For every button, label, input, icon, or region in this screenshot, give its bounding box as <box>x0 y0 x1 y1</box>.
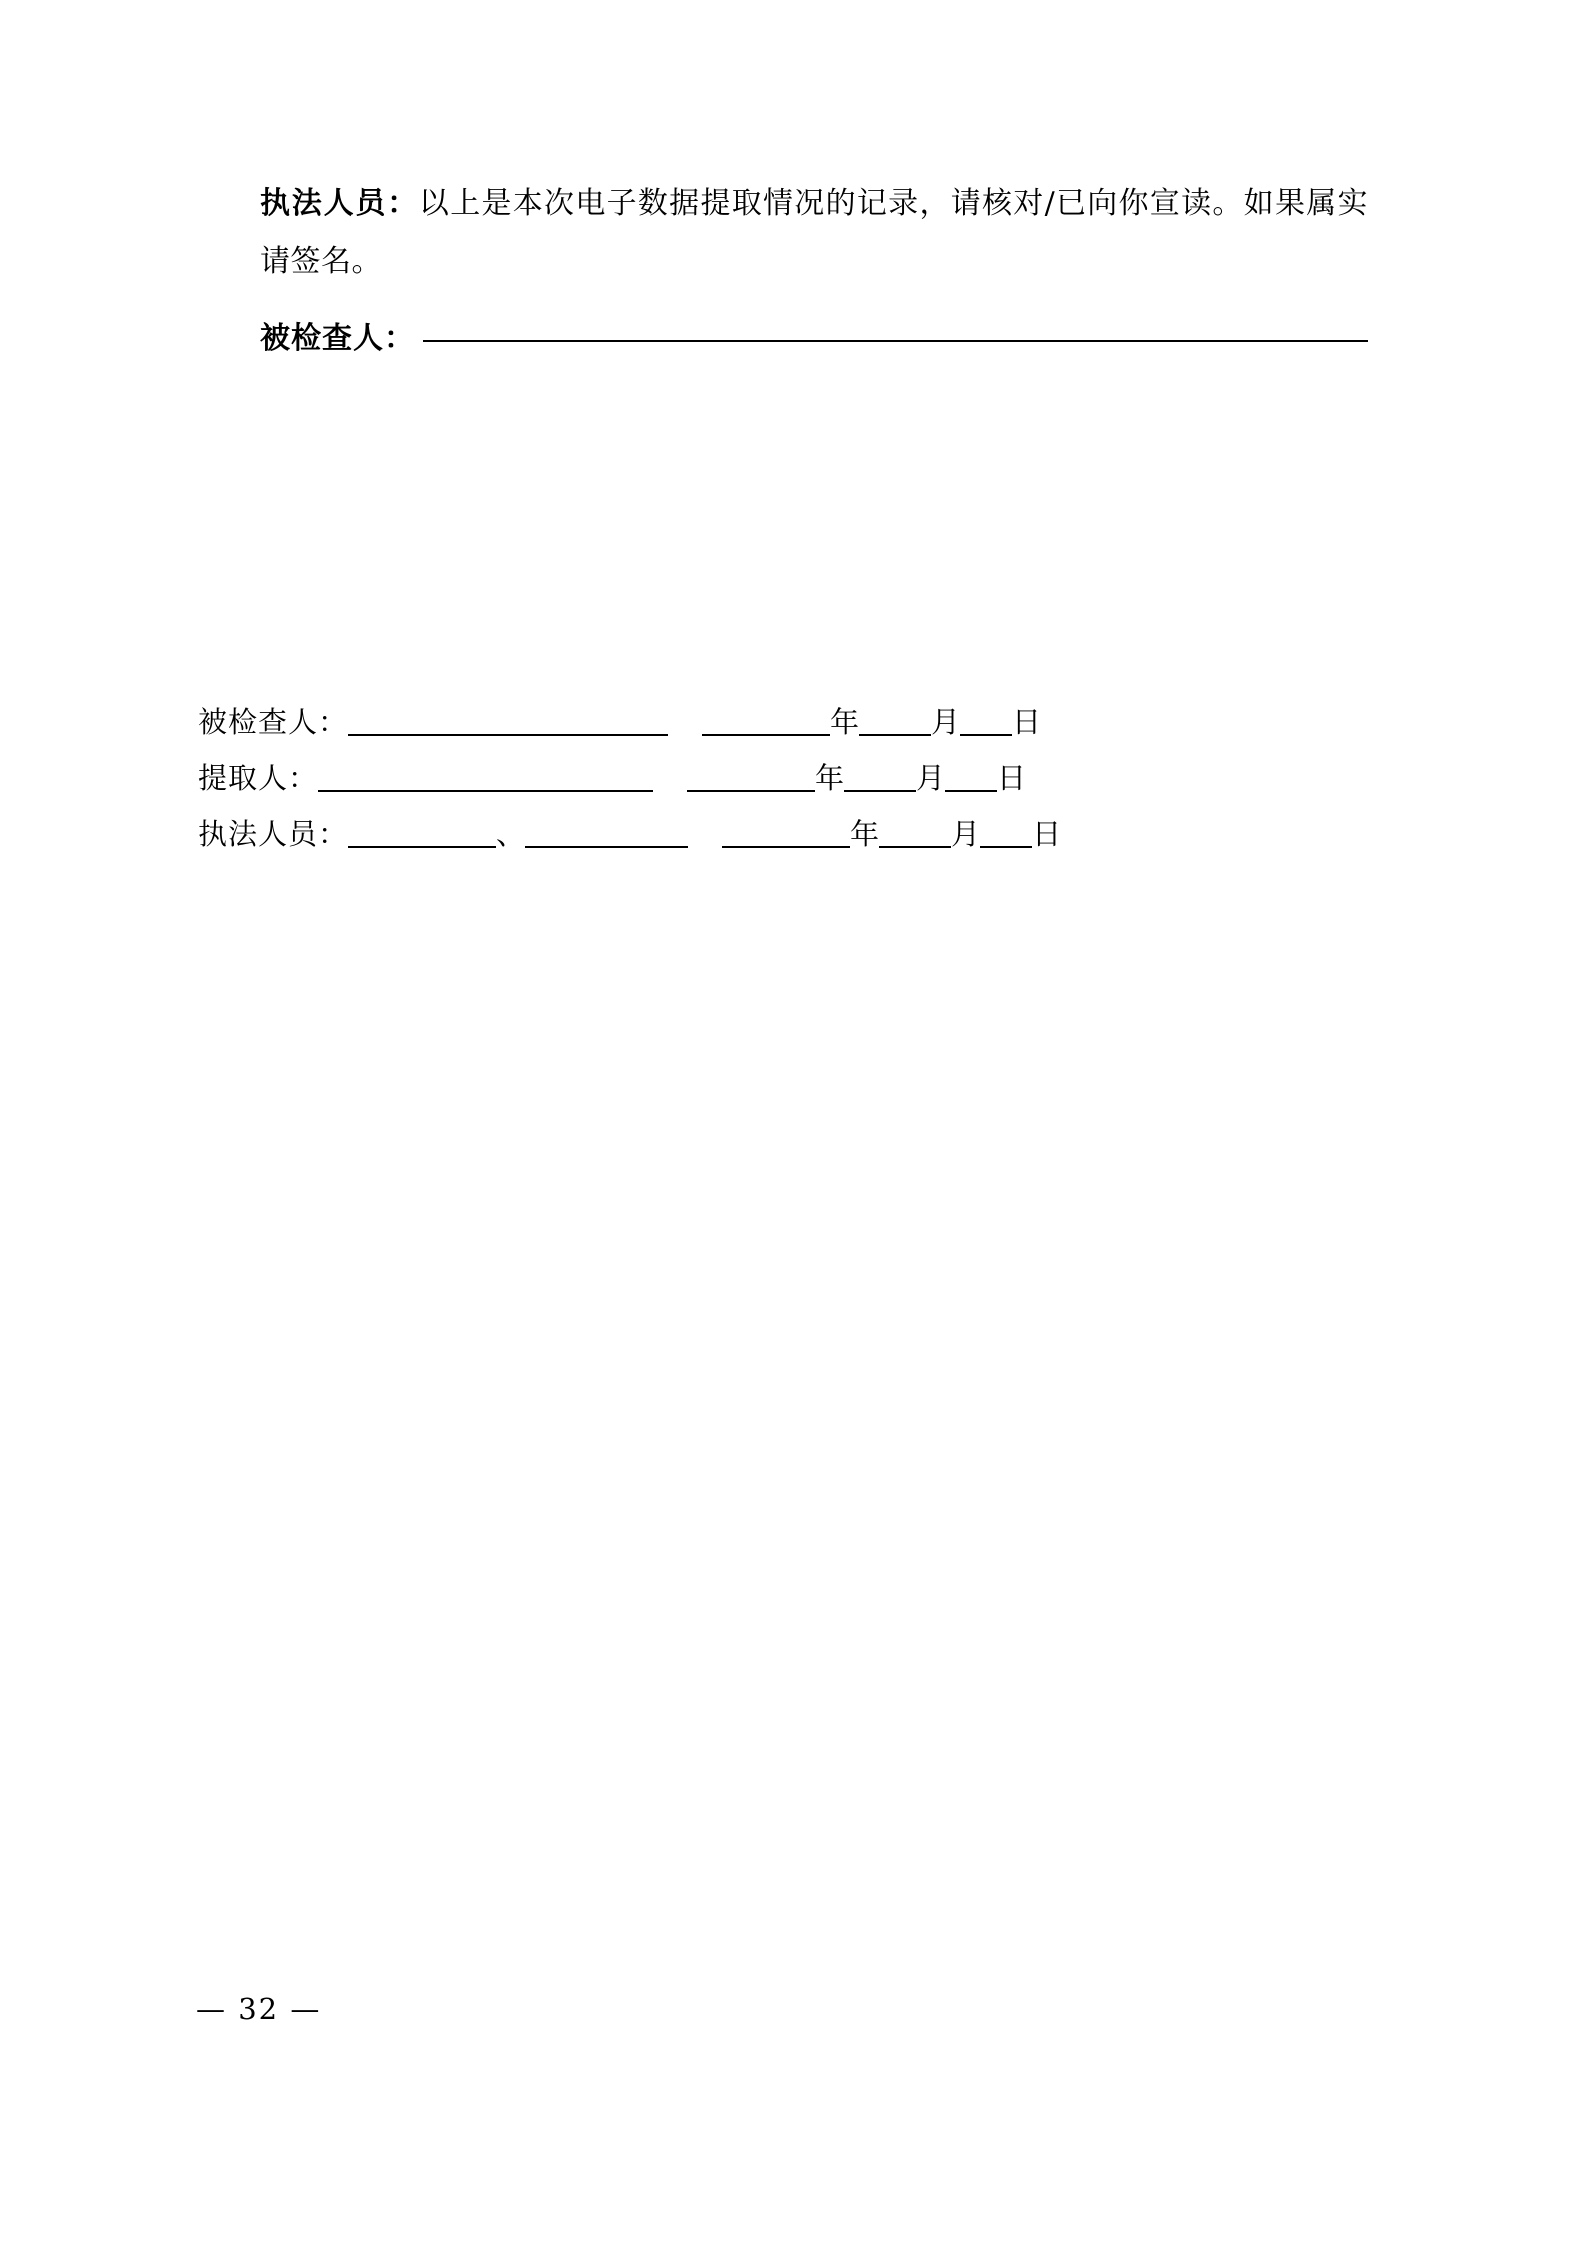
statement-block <box>198 175 1368 357</box>
month-label-officers: 月 <box>951 817 981 851</box>
day-label-officers: 日 <box>1032 817 1062 851</box>
signature-block <box>198 700 1378 868</box>
officer-separator: 、 <box>496 817 526 851</box>
signature-label-officers: 执法人员： <box>198 817 349 851</box>
signature-field-extractor[interactable] <box>318 764 653 792</box>
day-field-inspected[interactable] <box>960 708 1012 736</box>
year-field-inspected[interactable] <box>702 708 830 736</box>
month-field-officers[interactable] <box>879 820 951 848</box>
year-label-inspected: 年 <box>830 705 860 739</box>
signature-row-officers <box>198 812 1378 868</box>
month-field-inspected[interactable] <box>859 708 931 736</box>
day-field-extractor[interactable] <box>945 764 997 792</box>
year-label-officers: 年 <box>850 817 880 851</box>
signature-label-extractor: 提取人： <box>198 761 319 795</box>
inspected-person-signature-field[interactable] <box>423 340 1368 342</box>
signature-row-extractor <box>198 756 1378 812</box>
month-field-extractor[interactable] <box>844 764 916 792</box>
signature-field-officer-2[interactable] <box>525 820 688 848</box>
inspected-person-label: 被检查人： <box>260 321 415 356</box>
signature-field-inspected[interactable] <box>348 708 668 736</box>
signature-label-inspected: 被检查人： <box>198 705 349 739</box>
month-label-extractor: 月 <box>916 761 946 795</box>
signature-row-inspected <box>198 700 1378 756</box>
year-field-extractor[interactable] <box>687 764 815 792</box>
page-number: — 32 — <box>196 1992 322 2026</box>
inspected-person-signature-row <box>198 313 1368 357</box>
day-label-inspected: 日 <box>1012 705 1042 739</box>
officer-label: 执法人员： <box>260 186 419 221</box>
statement-text: 以上是本次电子数据提取情况的记录，请核对/已向你宣读。如果属实请签名。 <box>260 186 1369 279</box>
signature-field-officer-1[interactable] <box>348 820 496 848</box>
day-label-extractor: 日 <box>997 761 1027 795</box>
day-field-officers[interactable] <box>980 820 1032 848</box>
year-label-extractor: 年 <box>815 761 845 795</box>
statement-paragraph <box>198 175 1368 291</box>
month-label-inspected: 月 <box>931 705 961 739</box>
year-field-officers[interactable] <box>722 820 850 848</box>
